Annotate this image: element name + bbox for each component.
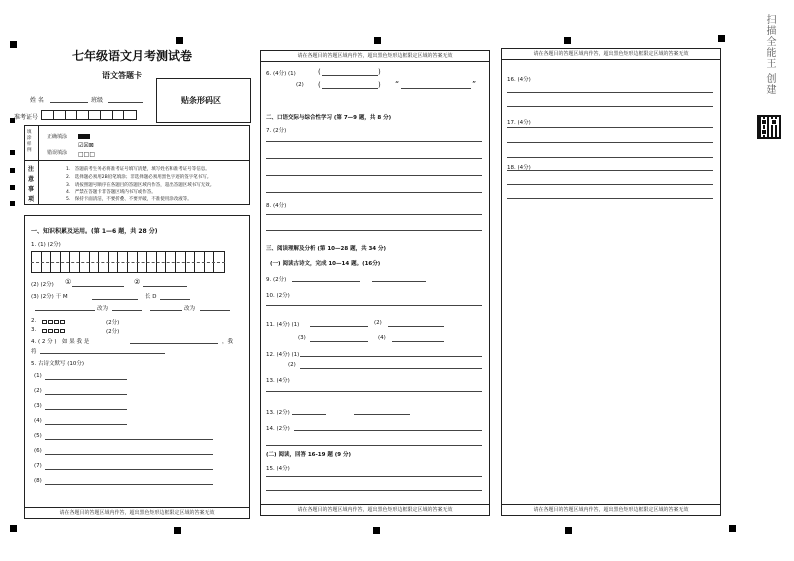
registration-mark xyxy=(176,37,183,44)
q1-3-answer-2[interactable] xyxy=(160,299,190,300)
q10-label: 10. (2分) xyxy=(266,293,290,299)
q18-line[interactable] xyxy=(507,184,713,185)
q1-2-answer-1[interactable] xyxy=(72,286,124,287)
poem-answer[interactable] xyxy=(45,424,127,425)
q6-answer-2[interactable] xyxy=(322,88,378,89)
notice-item-1: 1. 答题前考生务必将准考证号填写清楚，填写姓名和准考证号等信息。 xyxy=(66,167,210,172)
q15-line[interactable] xyxy=(266,476,482,477)
q1-3-label: (3) (2分) 干 M xyxy=(31,294,68,300)
section-2-title: 二、口语交际与综合性学习 (第 7—9 题，共 8 分) xyxy=(266,115,392,121)
poem-answer[interactable] xyxy=(45,469,213,470)
q6-bracket-2-close: ) xyxy=(378,81,381,89)
q8-line[interactable] xyxy=(266,214,482,215)
q11-label: 11. (4分) (1) xyxy=(266,322,300,328)
poem-answer[interactable] xyxy=(45,379,127,380)
registration-mark xyxy=(10,525,17,532)
q14a-label: 13. (2分) xyxy=(266,410,290,416)
q11-answer-1[interactable] xyxy=(310,326,368,327)
q10-line[interactable] xyxy=(266,305,482,306)
q3-score: (2分) xyxy=(106,329,120,335)
notice-item-4: 4. 严禁在答题卡非答题区域内书写或作答。 xyxy=(66,190,156,195)
q1-2-circle-1: ① xyxy=(65,278,72,286)
q18-line[interactable] xyxy=(507,170,713,171)
registration-mark xyxy=(564,37,571,44)
poem-item-label: (3) xyxy=(34,403,42,409)
registration-mark xyxy=(10,185,15,190)
poem-item-label: (1) xyxy=(34,373,42,379)
q1-2-answer-2[interactable] xyxy=(143,286,187,287)
q6-label: 6. (4分) (1) xyxy=(266,71,296,77)
q16-line[interactable] xyxy=(507,92,713,93)
right-boundary-note-top: 请在各题目的答题区域内作答，超出黑色矩形边框限定区域的答案无效 xyxy=(502,49,720,60)
q1-4-answer-1[interactable] xyxy=(35,310,95,311)
q4-label: 4. ( 2 分 ) 如 果 我 是 xyxy=(31,339,90,345)
q16-label: 16. (4分) xyxy=(507,77,531,83)
q1-4-answer-3[interactable] xyxy=(150,310,182,311)
q14b-line[interactable] xyxy=(294,430,482,431)
q1-4-answer-2[interactable] xyxy=(112,310,142,311)
q11-3-label: (3) xyxy=(298,335,306,341)
q12-line[interactable] xyxy=(300,368,482,369)
q1-label: 1. (1) (2分) xyxy=(31,242,61,248)
q13-line[interactable] xyxy=(266,391,482,392)
registration-mark xyxy=(10,168,15,173)
q6-quote-close: ” xyxy=(472,80,477,89)
poem-item-label: (8) xyxy=(34,478,42,484)
q8-label: 8. (4分) xyxy=(266,203,287,209)
q9-answer-1[interactable] xyxy=(292,281,360,282)
right-boundary-note-bottom: 请在各题目的答题区域内作答，超出黑色矩形边框限定区域的答案无效 xyxy=(502,504,720,515)
q6-bracket-1: ( xyxy=(318,68,321,76)
q7-line[interactable] xyxy=(266,192,482,193)
q12-line[interactable] xyxy=(300,356,482,357)
q6-answer-1[interactable] xyxy=(322,75,378,76)
page-subtitle: 语文答题卡 xyxy=(102,71,142,80)
middle-boundary-note-top: 请在各题目的答题区域内作答，超出黑色矩形边框限定区域的答案无效 xyxy=(261,51,489,62)
q14a-answer-1[interactable] xyxy=(292,414,326,415)
registration-mark xyxy=(718,35,725,42)
registration-mark xyxy=(565,527,572,534)
q1-3-answer-1[interactable] xyxy=(92,299,138,300)
q7-line[interactable] xyxy=(266,158,482,159)
q6-bracket-2: ( xyxy=(318,81,321,89)
q7-line[interactable] xyxy=(266,141,482,142)
exam-no-label: 准考证号 xyxy=(14,114,39,121)
registration-mark xyxy=(729,525,736,532)
q9-label: 9. (2分) xyxy=(266,277,287,283)
q11-2-label: (2) xyxy=(374,320,382,326)
exam-no-grid[interactable] xyxy=(41,110,137,120)
q3-label: 3. xyxy=(31,327,37,333)
q7-label: 7. (2分) xyxy=(266,128,287,134)
fill-example-label: 填涂样例 xyxy=(27,130,32,153)
q14a-answer-2[interactable] xyxy=(354,414,410,415)
poem-item-label: (7) xyxy=(34,463,42,469)
q4-tail: ，我 xyxy=(222,339,234,345)
q6-2-label: (2) xyxy=(296,82,304,88)
q17-line[interactable] xyxy=(507,142,713,143)
registration-mark xyxy=(373,527,380,534)
notice-item-3: 3. 请按照题号顺序在各题目的答题区域内作答，超出答题区域书写无效。 xyxy=(66,183,215,188)
registration-mark xyxy=(10,41,17,48)
poem-item-label: (5) xyxy=(34,433,42,439)
q12-2-label: (2) xyxy=(288,362,296,368)
qr-code xyxy=(757,115,781,139)
poem-item-label: (2) xyxy=(34,388,42,394)
barcode-area xyxy=(156,78,251,123)
q7-line[interactable] xyxy=(266,175,482,176)
q6-bracket-1-close: ) xyxy=(378,68,381,76)
barcode-label: 贴条形码区 xyxy=(181,96,221,105)
notice-item-5: 5. 保持卡面清洁，不要折叠、不要弄破，不准使用涂改液等。 xyxy=(66,197,192,202)
q14b-line[interactable] xyxy=(266,445,482,446)
poem-answer[interactable] xyxy=(45,394,127,395)
q11-answer-3[interactable] xyxy=(310,341,368,342)
fill-correct-label: 正确填涂 xyxy=(47,134,68,140)
q11-answer-2[interactable] xyxy=(388,326,444,327)
q16-line[interactable] xyxy=(507,106,713,107)
middle-boundary-note-bottom: 请在各题目的答题区域内作答，超出黑色矩形边框限定区域的答案无效 xyxy=(261,504,489,515)
subsection-2-title: (二) 阅读，回答 16-19 题 (9 分) xyxy=(266,452,352,458)
q8-line[interactable] xyxy=(266,230,482,231)
registration-mark xyxy=(174,527,181,534)
instruction-col-divider xyxy=(38,125,39,205)
q18-line[interactable] xyxy=(507,198,713,199)
class-label: 班级 xyxy=(91,97,104,104)
side-watermark: 扫描全能王 创建 xyxy=(764,14,775,96)
class-line[interactable] xyxy=(108,102,143,103)
fill-wrong-marks-2: □□□ xyxy=(78,151,96,158)
q11-4-label: (4) xyxy=(378,335,386,341)
q2-score: (2分) xyxy=(106,320,120,326)
poem-item-label: (4) xyxy=(34,418,42,424)
q4-answer-2[interactable] xyxy=(40,353,165,354)
registration-mark xyxy=(10,201,15,206)
q13-label: 13. (4分) xyxy=(266,378,290,384)
q1-grid-midline xyxy=(31,262,225,263)
poem-answer[interactable] xyxy=(45,409,127,410)
q4-answer-1[interactable] xyxy=(130,343,218,344)
page-title: 七年级语文月考测试卷 xyxy=(72,49,193,63)
poem-answer[interactable] xyxy=(45,439,213,440)
q17-line[interactable] xyxy=(507,127,713,128)
notice-item-2: 2. 选择题必须用2B铅笔填涂；非选择题必须用黑色字迹的签字笔书写。 xyxy=(66,175,212,180)
registration-mark xyxy=(10,150,15,155)
q15-line[interactable] xyxy=(266,490,482,491)
q6-quote-open: “ xyxy=(395,80,400,89)
q1-2-label: (2) (2分) xyxy=(31,282,54,288)
section-3-title: 三、阅读理解及分析 (第 10—28 题，共 34 分) xyxy=(266,246,387,252)
q1-2-circle-2: ② xyxy=(134,278,141,286)
left-boundary-note: 请在各题目的答题区域内作答，超出黑色矩形边框限定区域的答案无效 xyxy=(25,507,249,518)
q4-line2-label: 将 xyxy=(31,349,37,355)
q9-answer-2[interactable] xyxy=(372,281,426,282)
poem-answer[interactable] xyxy=(45,454,213,455)
q6-answer-3[interactable] xyxy=(401,88,471,89)
registration-mark xyxy=(374,37,381,44)
q17-label: 17. (4分) xyxy=(507,120,531,126)
q17-line[interactable] xyxy=(507,157,713,158)
section-1-title: 一、知识积累及运用。(第 1—6 题，共 28 分) xyxy=(31,228,158,235)
q11-answer-4[interactable] xyxy=(392,341,444,342)
poem-item-label: (6) xyxy=(34,448,42,454)
name-line[interactable] xyxy=(50,102,88,103)
poem-answer[interactable] xyxy=(45,484,213,485)
q18-label: 18. (4分) xyxy=(507,165,531,171)
q15-label: 15. (4分) xyxy=(266,466,290,472)
q2-choice-boxes[interactable] xyxy=(42,318,66,325)
right-answer-panel xyxy=(501,48,721,516)
notice-label: 注意事项 xyxy=(28,166,35,203)
name-label: 姓 名 xyxy=(30,97,44,104)
q3-choice-boxes[interactable] xyxy=(42,327,66,334)
instruction-divider xyxy=(24,160,250,161)
q2-label: 2. xyxy=(31,318,37,324)
q1-4-answer-4[interactable] xyxy=(200,310,230,311)
q1-4-change-1: 改为 xyxy=(97,306,109,312)
q1-4-change-2: 改为 xyxy=(184,306,196,312)
fill-wrong-label: 错误填涂 xyxy=(47,150,68,156)
subsection-1-title: (一) 阅读古诗文，完成 10—14 题。(16分) xyxy=(270,261,381,267)
q5-label: 5. 古诗文默写 (10分) xyxy=(31,361,85,367)
fill-wrong-marks: ☑☒⊠ xyxy=(78,142,94,149)
q12-label: 12. (4分) (1) xyxy=(266,352,300,358)
q1-3-long: 长 D xyxy=(145,294,157,300)
q14b-label: 14. (2分) xyxy=(266,426,290,432)
fill-correct-sample xyxy=(78,134,90,139)
